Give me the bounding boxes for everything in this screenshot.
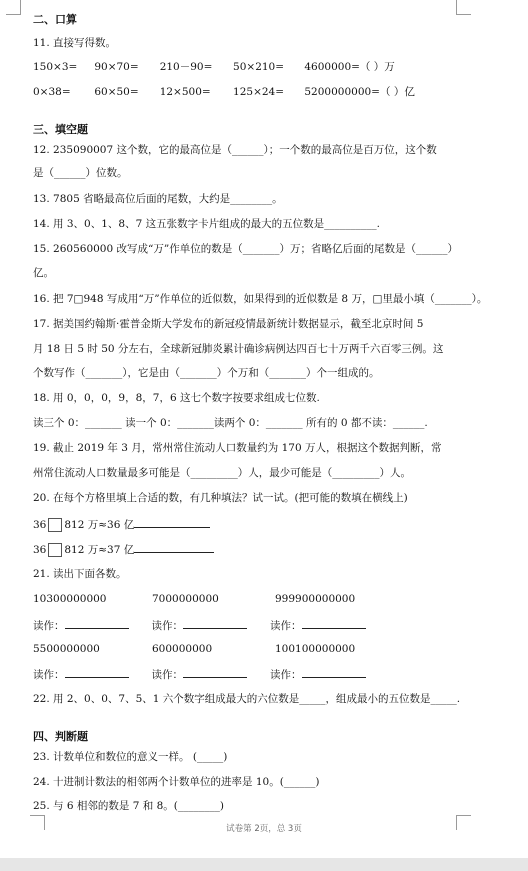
page-footer: 试卷第 2页，总 3页 bbox=[226, 824, 302, 834]
question-24: 24. 十进制计数法的相邻两个计数单位的进率是 10。(______) bbox=[33, 776, 320, 788]
question-21: 21. 读出下面各数。 bbox=[33, 568, 127, 580]
calc-item: 0×38= bbox=[33, 86, 71, 98]
q21-number-row-2 bbox=[33, 642, 355, 656]
answer-blank[interactable] bbox=[134, 541, 214, 553]
q21-number: 600000000 bbox=[152, 643, 213, 655]
calc-item: 125×24= bbox=[233, 86, 285, 98]
calc-item: 12×500= bbox=[159, 86, 211, 98]
question-14: 14. 用 3、0、1、8、7 这五张数字卡片组成的最大的五位数是__________. bbox=[33, 218, 380, 230]
question-12-cont: 是（______）位数。 bbox=[33, 167, 128, 179]
question-17: 17. 据美国约翰斯·霍普金斯大学发布的新冠疫情最新统计数据显示，截至北京时间 5 bbox=[33, 318, 424, 330]
question-12: 12. 235090007 这个数，它的最高位是（______）；一个数的最高位是百万位，这个数 bbox=[33, 144, 437, 156]
q21-number: 999900000000 bbox=[275, 593, 356, 605]
question-18: 18. 用 0，0，0，9，8，7，6 这七个数字按要求组成七位数. bbox=[33, 392, 320, 404]
page-gap bbox=[0, 858, 528, 871]
q20-suffix: 812 万≈36 亿 bbox=[64, 519, 135, 531]
calc-row-2 bbox=[33, 85, 415, 99]
q21-number: 7000000000 bbox=[152, 593, 219, 605]
read-label: 读作： bbox=[33, 620, 65, 632]
q21-number: 10300000000 bbox=[33, 593, 107, 605]
read-label: 读作： bbox=[151, 669, 183, 681]
answer-blank[interactable] bbox=[183, 617, 247, 629]
section-heading: 二、口算 bbox=[33, 13, 77, 26]
answer-blank[interactable] bbox=[183, 666, 247, 678]
section-heading: 三、填空题 bbox=[33, 123, 88, 136]
question-13: 13. 7805 省略最高位后面的尾数，大约是________。 bbox=[33, 193, 283, 205]
read-label: 读作： bbox=[33, 669, 65, 681]
q21-read-row-1 bbox=[33, 617, 366, 633]
answer-blank[interactable] bbox=[65, 666, 129, 678]
calc-item: 60×50= bbox=[94, 86, 139, 98]
question-19-cont: 州常住流动人口数量最多可能是（_________）人，最少可能是（_________）人。 bbox=[33, 467, 411, 479]
calc-item: 90×70= bbox=[94, 61, 139, 73]
answer-blank[interactable] bbox=[65, 617, 129, 629]
calc-item: 50×210= bbox=[233, 61, 285, 73]
crop-mark-top-left bbox=[6, 0, 21, 15]
calc-item: 4600000=（ ）万 bbox=[304, 61, 395, 73]
section-heading: 四、判断题 bbox=[33, 730, 88, 743]
question-20: 20. 在每个方格里填上合适的数，有几种填法？试一试。(把可能的数填在横线上) bbox=[33, 492, 408, 504]
answer-blank[interactable] bbox=[134, 516, 210, 528]
question-18-cont: 读三个 0：_______ 读一个 0：_______读两个 0：_______ 所有的 0 都不读：______. bbox=[33, 417, 428, 429]
q21-number: 100100000000 bbox=[275, 643, 356, 655]
q21-number-row-1 bbox=[33, 592, 355, 606]
q21-number: 5500000000 bbox=[33, 643, 100, 655]
question-25: 25. 与 6 相邻的数是 7 和 8。(________) bbox=[33, 800, 224, 812]
fill-box[interactable] bbox=[48, 543, 62, 557]
question-11: 11. 直接写得数。 bbox=[33, 37, 117, 49]
question-19: 19. 截止 2019 年 3 月，常州常住流动人口数量约为 170 万人，根据这个数据判断，常 bbox=[33, 442, 442, 454]
question-23: 23. 计数单位和数位的意义一样。 (_____) bbox=[33, 751, 228, 763]
question-15: 15. 260560000 改写成“万”作单位的数是（_______）万；省略亿后面的尾数是（______） bbox=[33, 243, 458, 255]
question-15-cont: 亿。 bbox=[33, 267, 54, 279]
q21-read-row-2 bbox=[33, 666, 366, 682]
read-label: 读作： bbox=[270, 669, 302, 681]
question-20-row-2 bbox=[33, 541, 214, 557]
q20-suffix: 812 万≈37 亿 bbox=[64, 544, 135, 556]
read-label: 读作： bbox=[270, 620, 302, 632]
answer-blank[interactable] bbox=[302, 617, 366, 629]
question-16: 16. 把 7□948 写成用“万”作单位的近似数，如果得到的近似数是 8 万，□里最小填（_______）。 bbox=[33, 293, 488, 305]
fill-box[interactable] bbox=[48, 518, 62, 532]
answer-blank[interactable] bbox=[302, 666, 366, 678]
question-22: 22. 用 2、0、0、7、5、1 六个数字组成最大的六位数是_____，组成最小的五位数是_____. bbox=[33, 693, 461, 705]
question-17-cont: 个数写作（_______），它是由（_______）个万和（_______）个一组成的。 bbox=[33, 367, 380, 379]
q20-prefix: 36 bbox=[33, 519, 47, 531]
calc-item: 210－90= bbox=[159, 61, 213, 73]
crop-mark-top-right bbox=[456, 0, 471, 15]
calc-item: 5200000000=（ ）亿 bbox=[304, 86, 415, 98]
question-20-row-1 bbox=[33, 516, 210, 532]
read-label: 读作： bbox=[151, 620, 183, 632]
calc-item: 150×3= bbox=[33, 61, 78, 73]
calc-row-1 bbox=[33, 60, 395, 74]
q20-prefix: 36 bbox=[33, 544, 47, 556]
question-17-cont: 月 18 日 5 时 50 分左右，全球新冠肺炎累计确诊病例达四百七十万两千六百零三例。这 bbox=[33, 343, 444, 355]
